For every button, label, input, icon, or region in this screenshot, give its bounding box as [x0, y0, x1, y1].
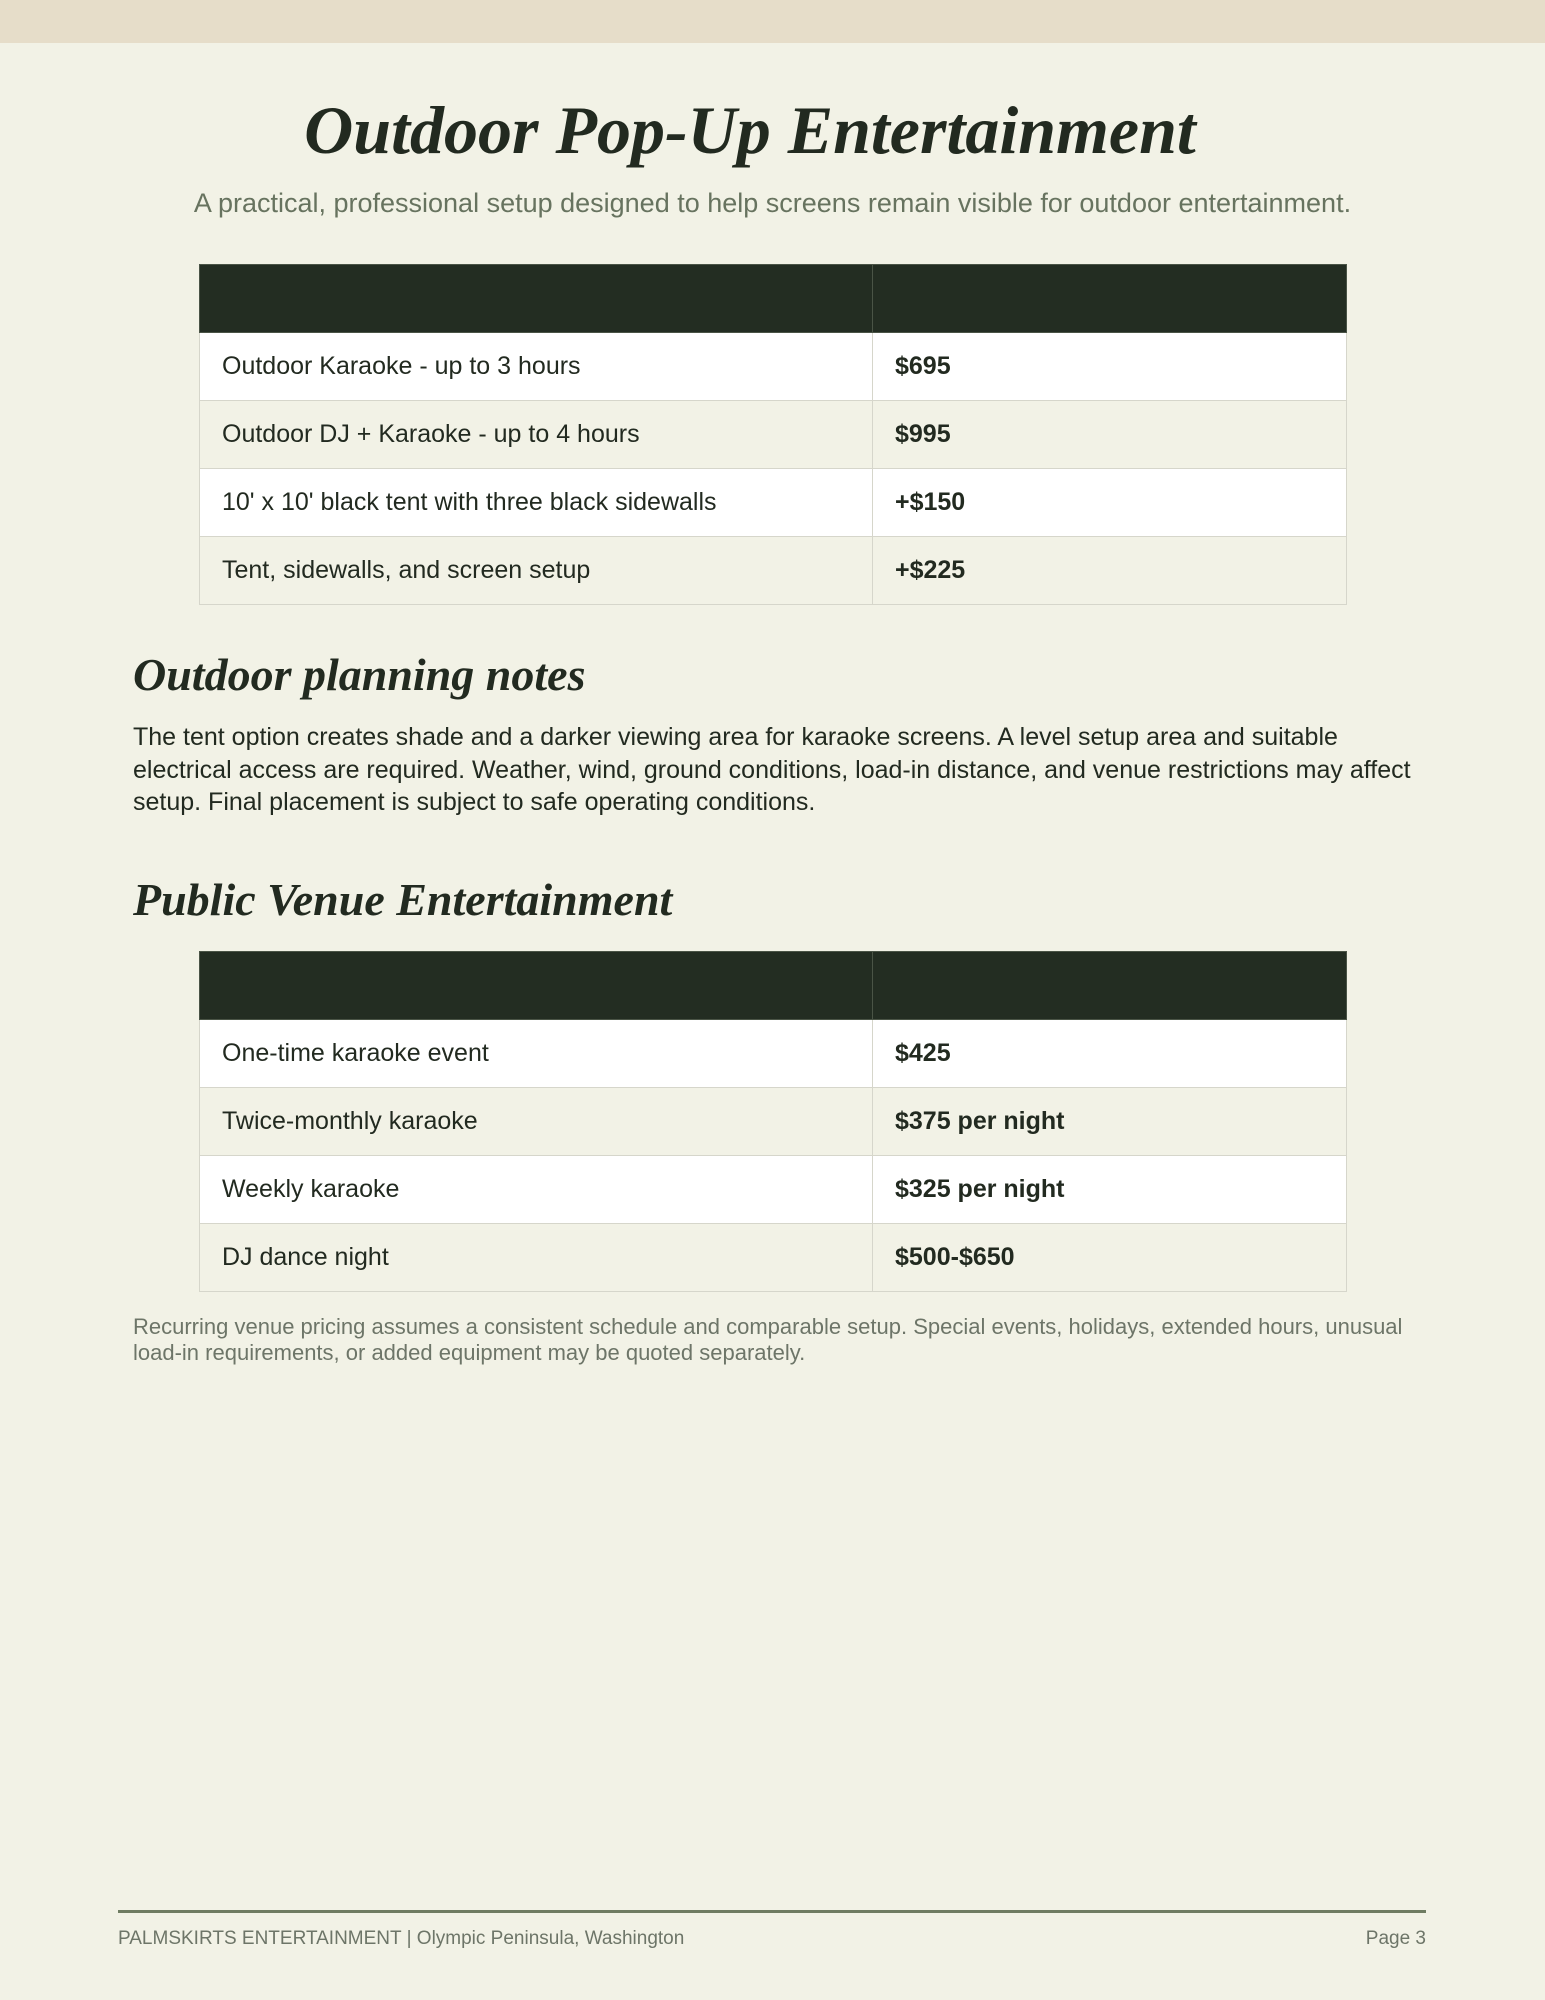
price-cell: $500-$650: [873, 1224, 1347, 1292]
price-cell: $375 per night: [873, 1088, 1347, 1156]
item-cell: DJ dance night: [200, 1224, 873, 1292]
item-cell: Tent, sidewalls, and screen setup: [200, 537, 873, 605]
planning-heading: Outdoor planning notes: [133, 649, 586, 700]
item-cell: One-time karaoke event: [200, 1020, 873, 1088]
price-cell: $695: [873, 333, 1347, 401]
item-cell: Outdoor DJ + Karaoke - up to 4 hours: [200, 401, 873, 469]
table-header-price: [873, 952, 1347, 1020]
footer-divider: [118, 1910, 1426, 1913]
table-header-price: [873, 265, 1347, 333]
page-subtitle: A practical, professional setup designed to help screens remain visible for outdoor entertainment.: [193, 188, 1352, 218]
price-cell: +$150: [873, 469, 1347, 537]
table-row: [200, 401, 1347, 469]
table-header-item: [200, 952, 873, 1020]
planning-body: The tent option creates shade and a darker viewing area for karaoke screens. A level setup area and suitable electrical access are required. Weather, wind, ground conditions, load-in distance, and venue restrictions may affect setup. Final placement is subject to safe operating conditions.: [133, 723, 1411, 816]
table-row: [200, 1224, 1347, 1292]
table-row: [200, 1088, 1347, 1156]
item-cell: Weekly karaoke: [200, 1156, 873, 1224]
price-cell: $425: [873, 1020, 1347, 1088]
page-number: Page 3: [1365, 1928, 1426, 1949]
venue-heading: Public Venue Entertainment: [133, 874, 673, 925]
footer-company: PALMSKIRTS ENTERTAINMENT | Olympic Peninsula, Washington: [118, 1928, 685, 1949]
table-row: [200, 469, 1347, 537]
table-header-row: [200, 265, 1347, 333]
item-cell: 10' x 10' black tent with three black sidewalls: [200, 469, 873, 537]
item-cell: Twice-monthly karaoke: [200, 1088, 873, 1156]
venue-pricing-table: [199, 951, 1347, 1292]
top-band: [0, 0, 1545, 43]
venue-pricing-note: Recurring venue pricing assumes a consistent schedule and comparable setup. Special events, holidays, extended hours, unusual load-in requirements, or added equipment may be quoted separately.: [133, 1314, 1403, 1365]
table-row: [200, 1020, 1347, 1088]
price-cell: $995: [873, 401, 1347, 469]
page-title: Outdoor Pop-Up Entertainment: [304, 92, 1196, 168]
price-cell: +$225: [873, 537, 1347, 605]
item-cell: Outdoor Karaoke - up to 3 hours: [200, 333, 873, 401]
table-header-row: [200, 952, 1347, 1020]
table-row: [200, 1156, 1347, 1224]
table-header-item: [200, 265, 873, 333]
table-row: [200, 537, 1347, 605]
outdoor-pricing-table: [199, 264, 1347, 605]
table-row: [200, 333, 1347, 401]
price-cell: $325 per night: [873, 1156, 1347, 1224]
